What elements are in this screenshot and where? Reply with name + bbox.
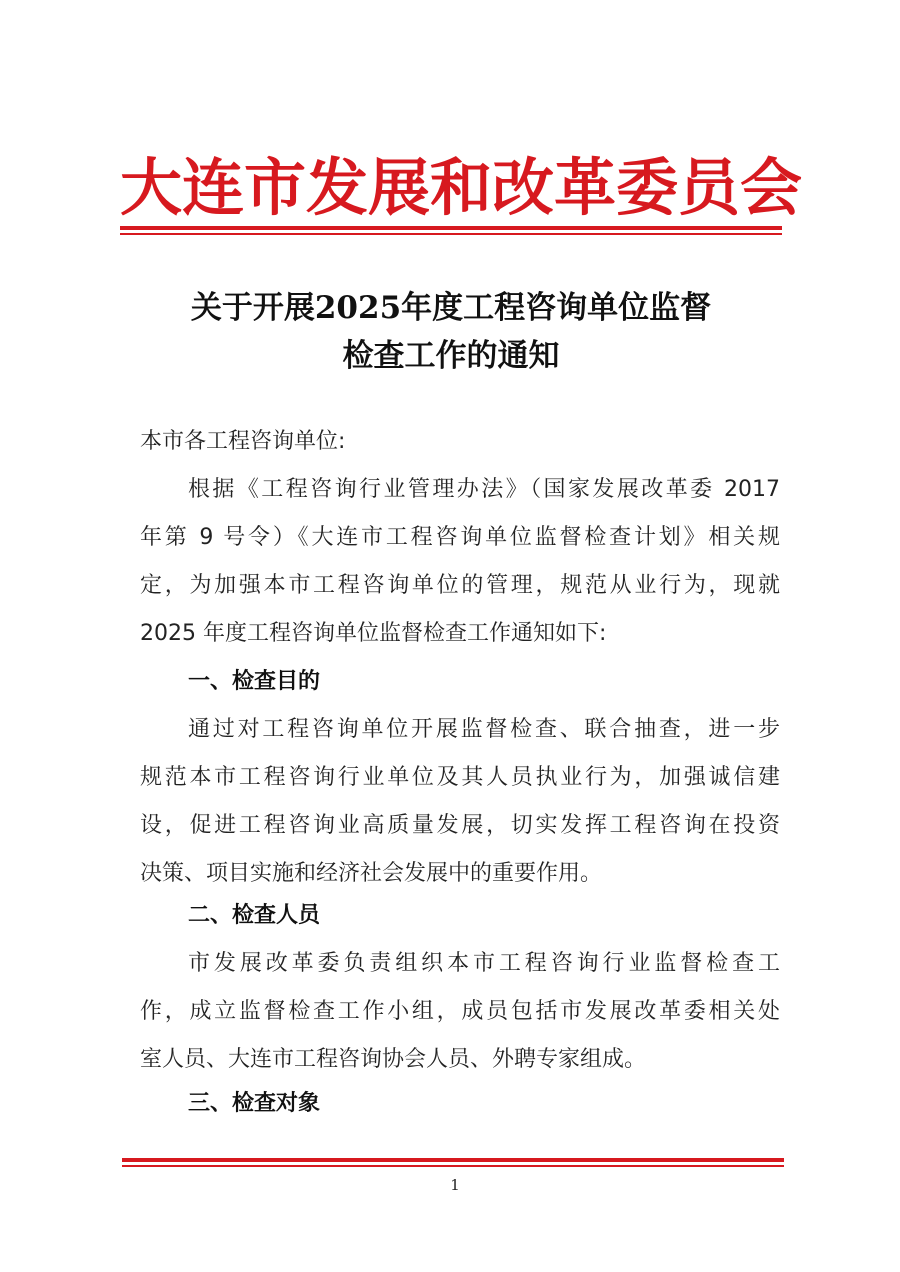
section-line: 市发展改革委负责组织本市工程咨询行业监督检查工 [188, 951, 780, 976]
document-title-line-1: 关于开展2025年度工程咨询单位监督 [190, 290, 712, 326]
document-title-line-2: 检查工作的通知 [342, 338, 560, 374]
section-line: 通过对工程咨询单位开展监督检查、联合抽查，进一步 [188, 717, 780, 742]
letterhead-org-name: 大连市发展和改革委员会 [120, 151, 803, 224]
intro-line: 定，为加强本市工程咨询单位的管理，规范从业行为，现就 [140, 573, 780, 598]
section-heading-purpose: 一、检查目的 [188, 669, 321, 694]
section-heading-personnel: 二、检查人员 [188, 903, 321, 928]
section-line: 规范本市工程咨询行业单位及其人员执业行为，加强诚信建 [140, 765, 780, 790]
section-line: 作，成立监督检查工作小组，成员包括市发展改革委相关处 [140, 999, 780, 1024]
intro-line: 2025 年度工程咨询单位监督检查工作通知如下: [140, 621, 607, 646]
letterhead-red-rule [120, 226, 782, 235]
page-number: 1 [450, 1176, 460, 1194]
salutation: 本市各工程咨询单位: [140, 429, 346, 454]
intro-line: 年第 9 号令）《大连市工程咨询单位监督检查计划》相关规 [140, 525, 780, 550]
footer-red-rule [122, 1158, 784, 1167]
section-heading-targets: 三、检查对象 [188, 1091, 321, 1116]
section-line: 室人员、大连市工程咨询协会人员、外聘专家组成。 [140, 1047, 647, 1072]
section-line: 决策、项目实施和经济社会发展中的重要作用。 [140, 861, 603, 886]
intro-line: 根据《工程咨询行业管理办法》（国家发展改革委 2017 [188, 477, 780, 502]
section-line: 设，促进工程咨询业高质量发展，切实发挥工程咨询在投资 [140, 813, 780, 838]
